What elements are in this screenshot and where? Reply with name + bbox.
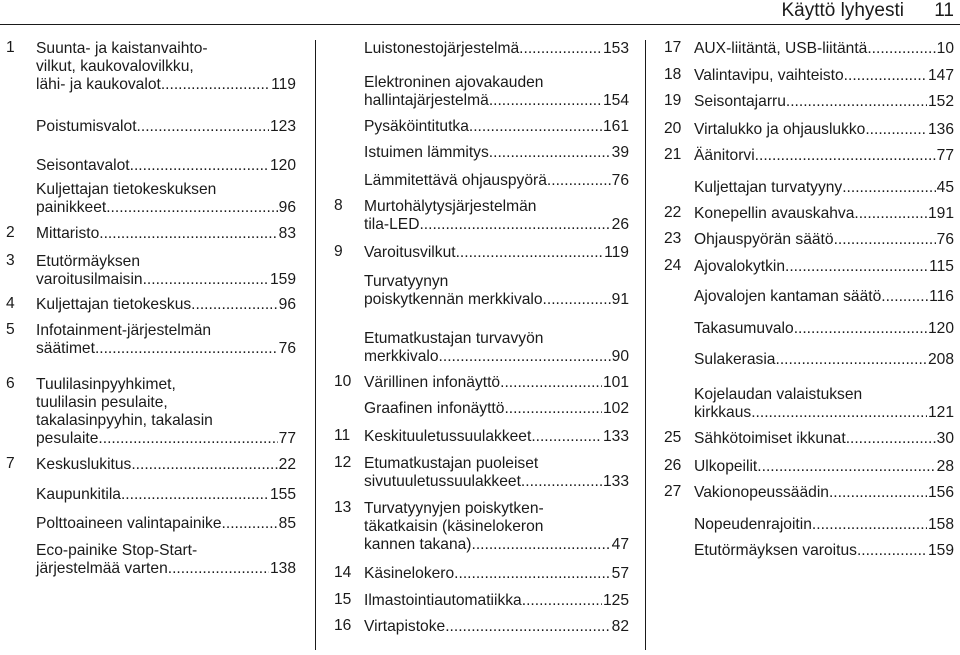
entry-page-ref[interactable]: 191 xyxy=(927,205,954,222)
entry-page-ref[interactable]: 101 xyxy=(602,374,629,391)
dot-leader xyxy=(812,516,927,534)
entry-page-ref[interactable]: 82 xyxy=(611,618,629,635)
entry-page-ref[interactable]: 133 xyxy=(602,473,629,490)
entry-title: sivutuuletussuulakkeet xyxy=(364,473,521,490)
entry-title: Keskituuletussuulakkeet xyxy=(364,428,532,445)
entry-page-ref[interactable]: 39 xyxy=(611,144,629,161)
dot-leader xyxy=(143,271,269,289)
entry-leader-line xyxy=(364,118,629,136)
entry-leader-line xyxy=(694,147,954,165)
entry-title: Virtapistoke xyxy=(364,618,446,635)
dot-leader xyxy=(519,40,602,58)
entry-number: 22 xyxy=(664,204,682,221)
entry-title: AUX-liitäntä, USB-liitäntä xyxy=(694,40,868,57)
dot-leader xyxy=(504,400,602,418)
entry-number: 4 xyxy=(6,295,15,312)
entry-text-line: Eco-painike Stop-Start- xyxy=(36,542,198,559)
entry-text-line: Kojelaudan valaistuksen xyxy=(694,386,863,403)
dot-leader xyxy=(785,258,928,276)
entry-page-ref[interactable]: 120 xyxy=(269,157,296,174)
entry-page-ref[interactable]: 96 xyxy=(278,199,296,216)
entry-page-ref[interactable]: 96 xyxy=(278,296,296,313)
entry-text-line: takalasinpyyhin, takalasin xyxy=(36,412,213,429)
entry-leader-line xyxy=(694,516,954,534)
entry-leader-line xyxy=(694,121,954,139)
entry-page-ref[interactable]: 30 xyxy=(936,430,954,447)
entry-leader-line xyxy=(694,430,954,448)
entry-page-ref[interactable]: 208 xyxy=(927,351,954,368)
entry-text-line: Etutörmäyksen xyxy=(36,253,141,270)
dot-leader xyxy=(131,456,277,474)
entry-page-ref[interactable]: 153 xyxy=(602,40,629,57)
entry-title: Pysäköintitutka xyxy=(364,118,469,135)
entry-page-ref[interactable]: 28 xyxy=(936,458,954,475)
entry-text-line: vilkut, kaukovalovilkku, xyxy=(36,58,194,75)
entry-leader-line xyxy=(36,486,296,504)
entry-page-ref[interactable]: 45 xyxy=(936,179,954,196)
page-header xyxy=(0,0,960,26)
entry-page-ref[interactable]: 76 xyxy=(611,172,629,189)
dot-leader xyxy=(191,296,277,314)
entry-title: Käsinelokero xyxy=(364,565,455,582)
dot-leader xyxy=(881,288,928,306)
entry-title: Lämmitettävä ohjauspyörä xyxy=(364,172,547,189)
entry-page-ref[interactable]: 133 xyxy=(602,428,629,445)
entry-number: 6 xyxy=(6,375,15,392)
entry-text-line: Murtohälytysjärjestelmän xyxy=(364,198,537,215)
entry-number: 17 xyxy=(664,39,682,56)
entry-number: 5 xyxy=(6,321,15,338)
dot-leader xyxy=(489,92,602,110)
entry-title: Seisontajarru xyxy=(694,93,786,110)
dot-leader xyxy=(168,560,269,578)
entry-number: 25 xyxy=(664,429,682,446)
entry-number: 27 xyxy=(664,483,682,500)
entry-title: Valintavipu, vaihteisto xyxy=(694,67,844,84)
entry-title: merkkivalo xyxy=(364,348,439,365)
entry-text-line: Turvatyynyjen poiskytken- xyxy=(364,500,544,517)
entry-title: hallintajärjestelmä xyxy=(364,92,489,109)
dot-leader xyxy=(95,340,278,358)
entry-leader-line xyxy=(36,515,296,533)
dot-leader xyxy=(867,40,935,58)
entry-leader-line xyxy=(364,592,629,610)
entry-leader-line xyxy=(364,400,629,418)
dot-leader xyxy=(419,216,610,234)
entry-page-ref[interactable]: 152 xyxy=(927,93,954,110)
dot-leader xyxy=(844,67,927,85)
entry-page-ref[interactable]: 115 xyxy=(929,258,954,275)
entry-title: Virtalukko ja ohjauslukko xyxy=(694,121,866,138)
dot-leader xyxy=(757,458,935,476)
entry-title: pesulaite xyxy=(36,430,99,447)
dot-leader xyxy=(454,565,610,583)
entry-leader-line xyxy=(364,92,629,110)
entry-title: Takasumuvalo xyxy=(694,320,794,337)
entry-page-ref[interactable]: 76 xyxy=(278,340,296,357)
entry-page-ref[interactable]: 91 xyxy=(611,291,629,308)
entry-title: Sähkötoimiset ikkunat xyxy=(694,430,846,447)
entry-leader-line xyxy=(364,40,629,58)
entry-text-line: Turvatyynyn xyxy=(364,273,449,290)
dot-leader xyxy=(521,473,602,491)
dot-leader xyxy=(137,118,269,136)
entry-number: 7 xyxy=(6,455,15,472)
entry-leader-line xyxy=(36,560,296,578)
entry-leader-line xyxy=(694,288,954,306)
dot-leader xyxy=(846,430,936,448)
dot-leader xyxy=(445,618,610,636)
entry-page-ref[interactable]: 90 xyxy=(611,348,629,365)
entry-leader-line xyxy=(694,320,954,338)
entry-title: lähi- ja kaukovalot xyxy=(36,76,161,93)
entry-leader-line xyxy=(694,231,954,249)
entry-leader-line xyxy=(364,565,629,583)
dot-leader xyxy=(755,147,936,165)
dot-leader xyxy=(842,179,935,197)
entry-title: Värillinen infonäyttö xyxy=(364,374,501,391)
entry-leader-line xyxy=(36,456,296,474)
entry-leader-line xyxy=(36,271,296,289)
entry-title: tila-LED xyxy=(364,216,420,233)
entry-page-ref[interactable]: 159 xyxy=(269,271,296,288)
entry-number: 24 xyxy=(664,257,682,274)
entry-leader-line xyxy=(364,244,629,262)
entry-page-ref[interactable]: 77 xyxy=(936,147,954,164)
entry-title: Etutörmäyksen varoitus xyxy=(694,542,857,559)
entry-title: Kuljettajan turvatyyny xyxy=(694,179,843,196)
entry-page-ref[interactable]: 22 xyxy=(278,456,296,473)
entry-number: 15 xyxy=(334,591,352,608)
entry-leader-line xyxy=(36,340,296,358)
entry-leader-line xyxy=(364,348,629,366)
entry-text-line: täkatkaisin (käsinelokeron xyxy=(364,518,544,535)
entry-title: Ulkopeilit xyxy=(694,458,758,475)
entry-text-line: Tuulilasinpyyhkimet, xyxy=(36,376,176,393)
entry-page-ref[interactable]: 159 xyxy=(927,542,954,559)
entry-title: Keskuslukitus xyxy=(36,456,132,473)
dot-leader xyxy=(222,515,278,533)
dot-leader xyxy=(500,374,602,392)
entry-title: Varoitusvilkut xyxy=(364,244,456,261)
entry-leader-line xyxy=(694,205,954,223)
entry-title: varoitusilmaisin xyxy=(36,271,143,288)
dot-leader xyxy=(106,199,277,217)
entry-page-ref[interactable]: 83 xyxy=(278,225,296,242)
entry-leader-line xyxy=(694,67,954,85)
dot-leader xyxy=(865,121,927,139)
entry-page-ref[interactable]: 123 xyxy=(269,118,296,135)
entry-page-ref[interactable]: 158 xyxy=(927,516,954,533)
entry-title: painikkeet xyxy=(36,199,107,216)
entry-title: Sulakerasia xyxy=(694,351,776,368)
entry-number: 13 xyxy=(334,499,352,516)
entry-title: Kaupunkitila xyxy=(36,486,121,503)
entry-title: Nopeudenrajoitin xyxy=(694,516,812,533)
entry-title: järjestelmää varten xyxy=(36,560,168,577)
entry-leader-line xyxy=(694,179,954,197)
dot-leader xyxy=(794,320,927,338)
entry-page-ref[interactable]: 47 xyxy=(611,536,629,553)
entry-leader-line xyxy=(364,172,629,190)
entry-number: 18 xyxy=(664,66,682,83)
entry-number: 10 xyxy=(334,373,352,390)
entry-page-ref[interactable]: 136 xyxy=(927,121,954,138)
entry-page-ref[interactable]: 76 xyxy=(936,231,954,248)
entry-leader-line xyxy=(364,428,629,446)
entry-title: Mittaristo xyxy=(36,225,100,242)
entry-leader-line xyxy=(694,258,954,276)
dot-leader xyxy=(130,157,269,175)
entry-page-ref[interactable]: 26 xyxy=(611,216,629,233)
entry-page-ref[interactable]: 154 xyxy=(602,92,629,109)
entry-text-line: Suunta- ja kaistanvaihto- xyxy=(36,40,208,57)
entry-number: 9 xyxy=(334,243,343,260)
entry-leader-line xyxy=(36,118,296,136)
entry-leader-line xyxy=(36,225,296,243)
dot-leader xyxy=(121,486,269,504)
entry-number: 3 xyxy=(6,252,15,269)
entry-leader-line xyxy=(364,618,629,636)
entry-number: 20 xyxy=(664,120,682,137)
entry-title: säätimet xyxy=(36,340,95,357)
entry-leader-line xyxy=(364,216,629,234)
entry-leader-line xyxy=(364,144,629,162)
entry-leader-line xyxy=(36,157,296,175)
header-rule xyxy=(0,24,960,25)
dot-leader xyxy=(547,172,611,190)
entry-text-line: tuulilasin pesulaite, xyxy=(36,394,168,411)
entry-page-ref[interactable]: 116 xyxy=(929,288,954,305)
entry-page-ref[interactable]: 57 xyxy=(611,565,629,582)
column-divider xyxy=(645,40,646,650)
entry-leader-line xyxy=(694,458,954,476)
dot-leader xyxy=(543,291,611,309)
entry-title: Graafinen infonäyttö xyxy=(364,400,505,417)
entry-page-ref[interactable]: 85 xyxy=(278,515,296,532)
entry-page-ref[interactable]: 155 xyxy=(269,486,296,503)
dot-leader xyxy=(469,118,602,136)
entry-text-line: Etumatkustajan puoleiset xyxy=(364,455,539,472)
dot-leader xyxy=(775,351,926,369)
dot-leader xyxy=(489,144,611,162)
entry-title: Ajovalojen kantaman säätö xyxy=(694,288,882,305)
entry-title: Poistumisvalot xyxy=(36,118,137,135)
section-title: Käyttö lyhyesti xyxy=(781,0,904,21)
entry-title: Istuimen lämmitys xyxy=(364,144,489,161)
entry-number: 23 xyxy=(664,230,682,247)
entry-page-ref[interactable]: 10 xyxy=(936,40,954,57)
entry-title: Seisontavalot xyxy=(36,157,130,174)
entry-title: Kuljettajan tietokeskus xyxy=(36,296,192,313)
entry-title: Vakionopeussäädin xyxy=(694,484,829,501)
entry-page-ref[interactable]: 147 xyxy=(927,67,954,84)
dot-leader xyxy=(751,404,927,422)
entry-page-ref[interactable]: 77 xyxy=(278,430,296,447)
dot-leader xyxy=(786,93,927,111)
entry-text-line: Elektroninen ajovakauden xyxy=(364,74,544,91)
dot-leader xyxy=(829,484,927,502)
entry-number: 21 xyxy=(664,146,682,163)
entry-leader-line xyxy=(694,93,954,111)
dot-leader xyxy=(161,76,270,94)
entry-title: Polttoaineen valintapainike xyxy=(36,515,222,532)
entry-title: kannen takana) xyxy=(364,536,472,553)
entry-title: Ilmastointiautomatiikka xyxy=(364,592,522,609)
entry-number: 19 xyxy=(664,92,682,109)
entry-number: 1 xyxy=(6,39,15,56)
dot-leader xyxy=(456,244,604,262)
entry-page-ref[interactable]: 119 xyxy=(604,244,629,261)
entry-title: Luistonestojärjestelmä xyxy=(364,40,520,57)
entry-leader-line xyxy=(694,351,954,369)
entry-leader-line xyxy=(694,404,954,422)
entry-leader-line xyxy=(364,473,629,491)
dot-leader xyxy=(857,542,927,560)
dot-leader xyxy=(98,430,277,448)
entry-number: 16 xyxy=(334,617,352,634)
entry-text-line: Infotainment-järjestelmän xyxy=(36,322,212,339)
entry-page-ref[interactable]: 138 xyxy=(269,560,296,577)
entry-number: 12 xyxy=(334,454,352,471)
entry-leader-line xyxy=(694,542,954,560)
entry-number: 14 xyxy=(334,564,352,581)
dot-leader xyxy=(439,348,611,366)
entry-leader-line xyxy=(36,430,296,448)
entry-title: poiskytkennän merkkivalo xyxy=(364,291,543,308)
dot-leader xyxy=(99,225,277,243)
entry-leader-line xyxy=(694,40,954,58)
entry-text-line: Etumatkustajan turvavyön xyxy=(364,330,544,347)
entry-leader-line xyxy=(36,199,296,217)
entry-leader-line xyxy=(364,291,629,309)
entry-leader-line xyxy=(364,374,629,392)
page-number: 11 xyxy=(934,0,954,21)
entry-page-ref[interactable]: 161 xyxy=(602,118,629,135)
entry-page-ref[interactable]: 119 xyxy=(271,76,296,93)
entry-title: kirkkaus xyxy=(694,404,752,421)
column-divider xyxy=(315,40,316,650)
entry-leader-line xyxy=(694,484,954,502)
entry-number: 8 xyxy=(334,197,343,214)
entry-number: 11 xyxy=(334,427,351,444)
entry-leader-line xyxy=(36,76,296,94)
entry-title: Äänitorvi xyxy=(694,147,755,164)
dot-leader xyxy=(472,536,611,554)
entry-number: 2 xyxy=(6,224,15,241)
entry-page-ref[interactable]: 156 xyxy=(927,484,954,501)
entry-page-ref[interactable]: 121 xyxy=(927,404,954,421)
dot-leader xyxy=(834,231,936,249)
entry-page-ref[interactable]: 120 xyxy=(927,320,954,337)
entry-page-ref[interactable]: 125 xyxy=(602,592,629,609)
entry-title: Konepellin avauskahva xyxy=(694,205,855,222)
entry-leader-line xyxy=(364,536,629,554)
entry-title: Ajovalokytkin xyxy=(694,258,786,275)
dot-leader xyxy=(522,592,602,610)
dot-leader xyxy=(854,205,927,223)
entry-page-ref[interactable]: 102 xyxy=(602,400,629,417)
dot-leader xyxy=(531,428,602,446)
entry-text-line: Kuljettajan tietokeskuksen xyxy=(36,181,217,198)
entry-number: 26 xyxy=(664,457,682,474)
entry-title: Ohjauspyörän säätö xyxy=(694,231,834,248)
entry-leader-line xyxy=(36,296,296,314)
